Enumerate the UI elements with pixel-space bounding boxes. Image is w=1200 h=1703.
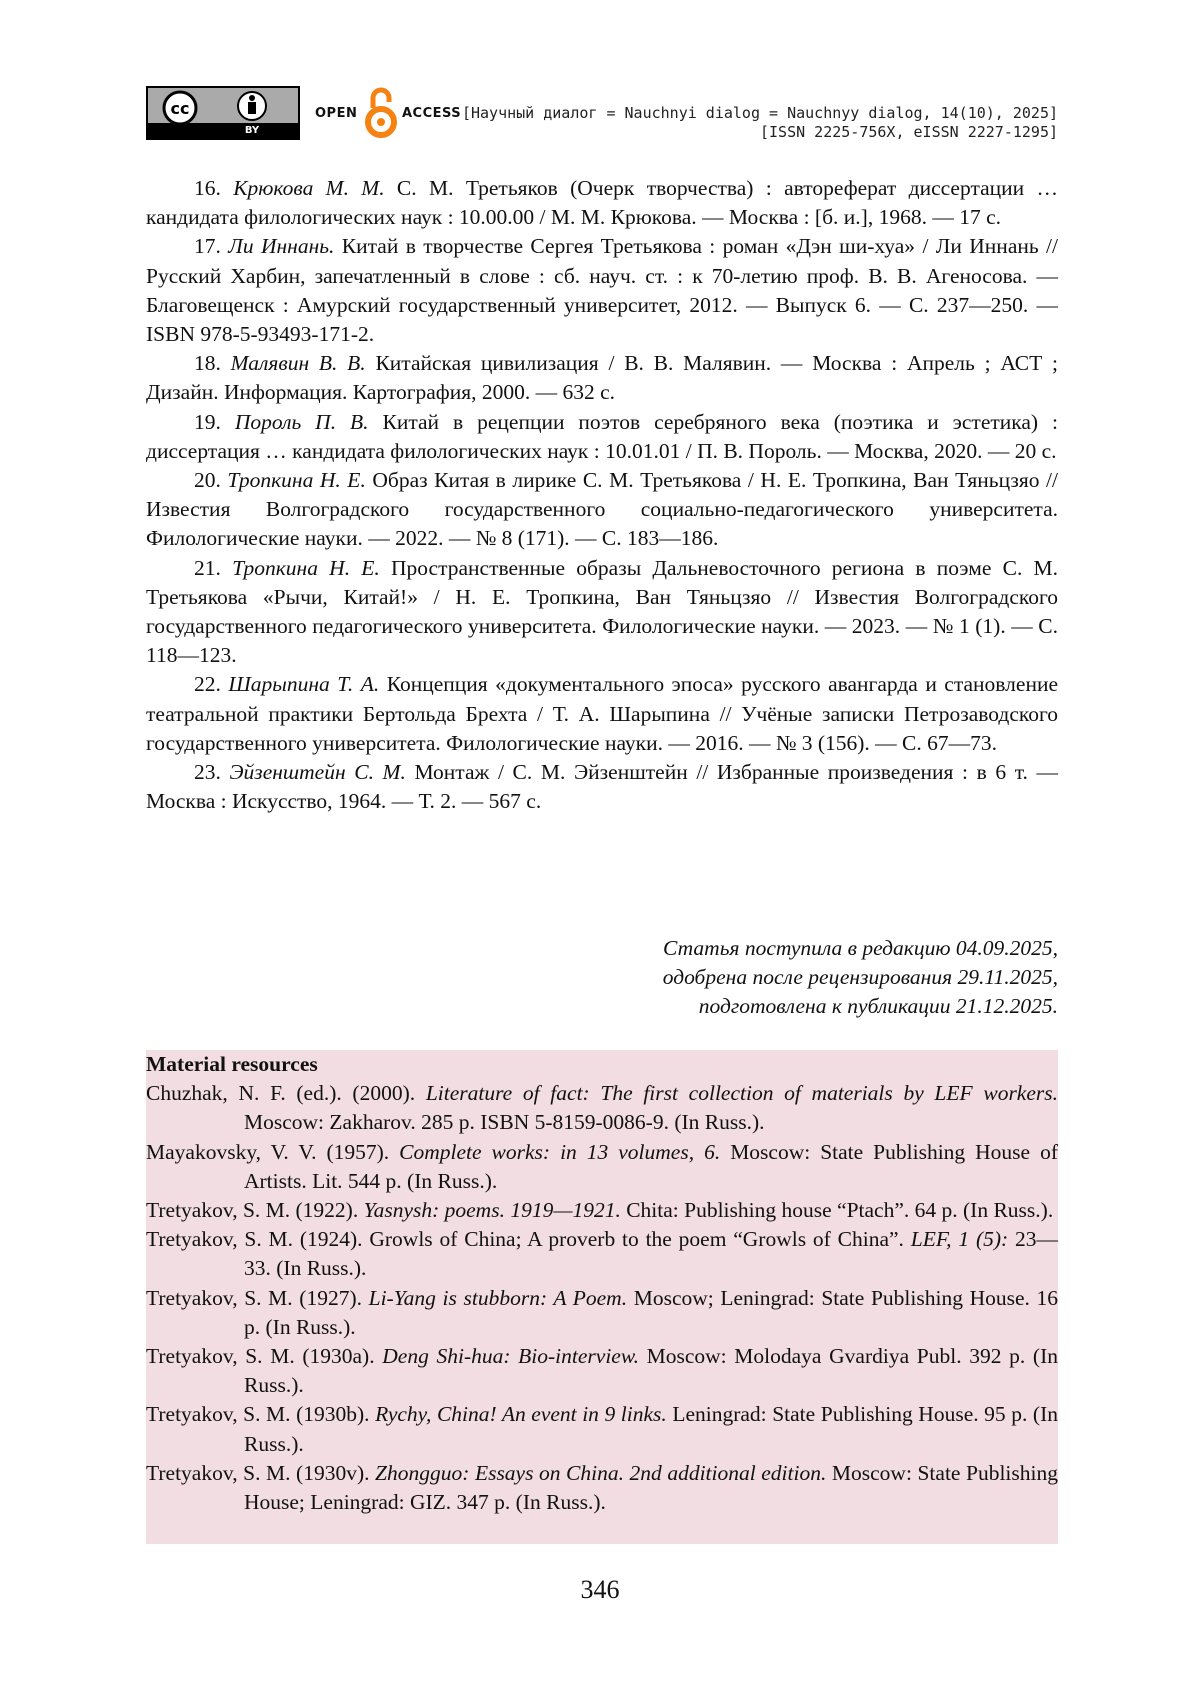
material-entry: Chuzhak, N. F. (ed.). (2000). Literature of fact: The first collection of materials by LEF workers. Moscow: Zakharov. 285 p. ISBN 5-8159-0086-9. (In Russ.). <box>146 1081 1058 1135</box>
reference-item: 18. Малявин В. В. Китайская цивилизация / В. В. Малявин. — Москва : Апрель ; АСТ ; Дизайн. Информация. Картография, 2000. — 632 с. <box>146 351 1058 405</box>
svg-text:cc: cc <box>170 99 190 118</box>
cc-logo-icon <box>148 88 298 124</box>
material-entry: Tretyakov, S. M. (1930v). Zhongguo: Essays on China. 2nd additional edition. Moscow: State Publishing House; Leningrad: GIZ. 347 p. (In Russ.). <box>146 1460 1058 1515</box>
material-entry: Tretyakov, S. M. (1927). Li-Yang is stubborn: A Poem. Moscow; Leningrad: State Publishing House. 16 p. (In Russ.). <box>146 1285 1059 1339</box>
open-lock-icon <box>363 84 399 140</box>
material-entry: Tretyakov, S. M. (1924). Growls of China; A proverb to the poem “Growls of China”. LEF, 1 (5): 23—33. (In Russ.). <box>146 1227 1059 1281</box>
reference-item: 21. Тропкина Н. Е. Пространственные образы Дальневосточного региона в поэме С. М. Третьякова «Рычи, Китай!» / Н. Е. Тропкина, Ван Тяньцзяо // Известия Волгоградского государственного педагогического университета. Филологические науки. — 2023. — № 1 (1). — С. 118—123. <box>146 555 1059 668</box>
journal-citation: [Научный диалог = Nauchnyi dialog = Nauchnyy dialog, 14(10), 2025] <box>461 104 1058 122</box>
material-entry: Tretyakov, S. M. (1930b). Rychy, China! An event in 9 links. Leningrad: State Publishing House. 95 p. (In Russ.). <box>146 1402 1058 1456</box>
material-resources <box>146 1050 1058 1544</box>
journal-info <box>462 104 1058 142</box>
date-received: Статья поступила в редакцию 04.09.2025, <box>662 936 1058 960</box>
material-resources-heading: Material resources <box>146 1052 318 1076</box>
material-entry: Mayakovsky, V. V. (1957). Complete works: in 13 volumes, 6. Moscow: State Publishing House of Artists. Lit. 544 p. (In Russ.). <box>146 1139 1058 1193</box>
reference-author: Шарыпина Т. А. <box>228 672 380 697</box>
cc-by-label: BY <box>244 125 260 136</box>
reference-list <box>146 174 1058 816</box>
reference-author: Ли Иннань. <box>228 234 335 259</box>
cc-by-license-badge <box>146 86 300 140</box>
reference-item: 19. Пороль П. В. Китай в рецепции поэтов серебряного века (поэтика и эстетика) : диссертация … кандидата филологических наук : 10.01.01 / П. В. Пороль. — Москва, 2020. — 20 с. <box>146 409 1059 463</box>
reference-item: 20. Тропкина Н. Е. Образ Китая в лирике С. М. Третьякова / Н. Е. Тропкина, Ван Тяньцзяо // Известия Волгоградского государственного социально-педагогического университета. Филологические науки. — 2022. — № 8 (171). — С. 183—186. <box>146 468 1059 551</box>
reference-author: Тропкина Н. Е. <box>232 555 380 580</box>
reference-author: Крюкова М. М. <box>233 176 385 200</box>
reference-author: Пороль П. В. <box>234 409 369 434</box>
date-approved: одобрена после рецензирования 29.11.2025, <box>662 965 1058 990</box>
reference-item: 16. Крюкова М. М. С. М. Третьяков (Очерк творчества) : автореферат диссертации … кандидата филологических наук : 10.00.00 / М. М. Крюкова. — Москва : [б. и.], 1968. — 17 с. <box>146 176 1059 230</box>
reference-item: 17. Ли Иннань. Китай в творчестве Сергея Третьякова : роман «Дэн ши-хуа» / Ли Иннань // Русский Харбин, запечатленный в слове : сб. науч. ст. : к 70-летию проф. В. В. Агеносова. — Благовещенск : Амурский государственный университет, 2012. — Выпуск 6. — С. 237—250. — ISBN 978-5-93493-171-2. <box>146 234 1059 347</box>
article-dates <box>663 934 1058 1022</box>
open-access-logo <box>315 84 462 140</box>
journal-issn: [ISSN 2225-756X, eISSN 2227-1295] <box>759 123 1058 141</box>
open-access-left-label: OPEN <box>315 106 358 121</box>
reference-item: 23. Эйзенштейн С. М. Монтаж / С. М. Эйзенштейн // Избранные произведения : в 6 т. — Москва : Искусство, 1964. — Т. 2. — 567 с. <box>146 760 1058 814</box>
reference-author: Эйзенштейн С. М. <box>229 760 406 785</box>
open-access-right-label: ACCESS <box>402 106 462 121</box>
reference-item: 22. Шарыпина Т. А. Концепция «документального эпоса» русского авангарда и становление театральной практики Бертольда Брехта / Т. А. Шарыпина // Учёные записки Петрозаводского государственного университета. Филологические науки. — 2016. — № 3 (156). — С. 67—73. <box>146 672 1059 755</box>
reference-author: Тропкина Н. Е. <box>227 468 366 493</box>
date-prepared: подготовлена к публикации 21.12.2025. <box>698 994 1058 1019</box>
material-entry: Tretyakov, S. M. (1922). Yasnysh: poems. 1919—1921. Chita: Publishing house “Ptach”. 64 p. (In Russ.). <box>146 1198 1054 1223</box>
cc-by-bar <box>148 123 298 138</box>
material-entry: Tretyakov, S. M. (1930a). Deng Shi-hua: Bio-interview. Moscow: Molodaya Gvardiya Publ. 392 p. (In Russ.). <box>146 1344 1058 1398</box>
page-number: 346 <box>580 1575 620 1604</box>
reference-author: Малявин В. В. <box>230 351 366 376</box>
